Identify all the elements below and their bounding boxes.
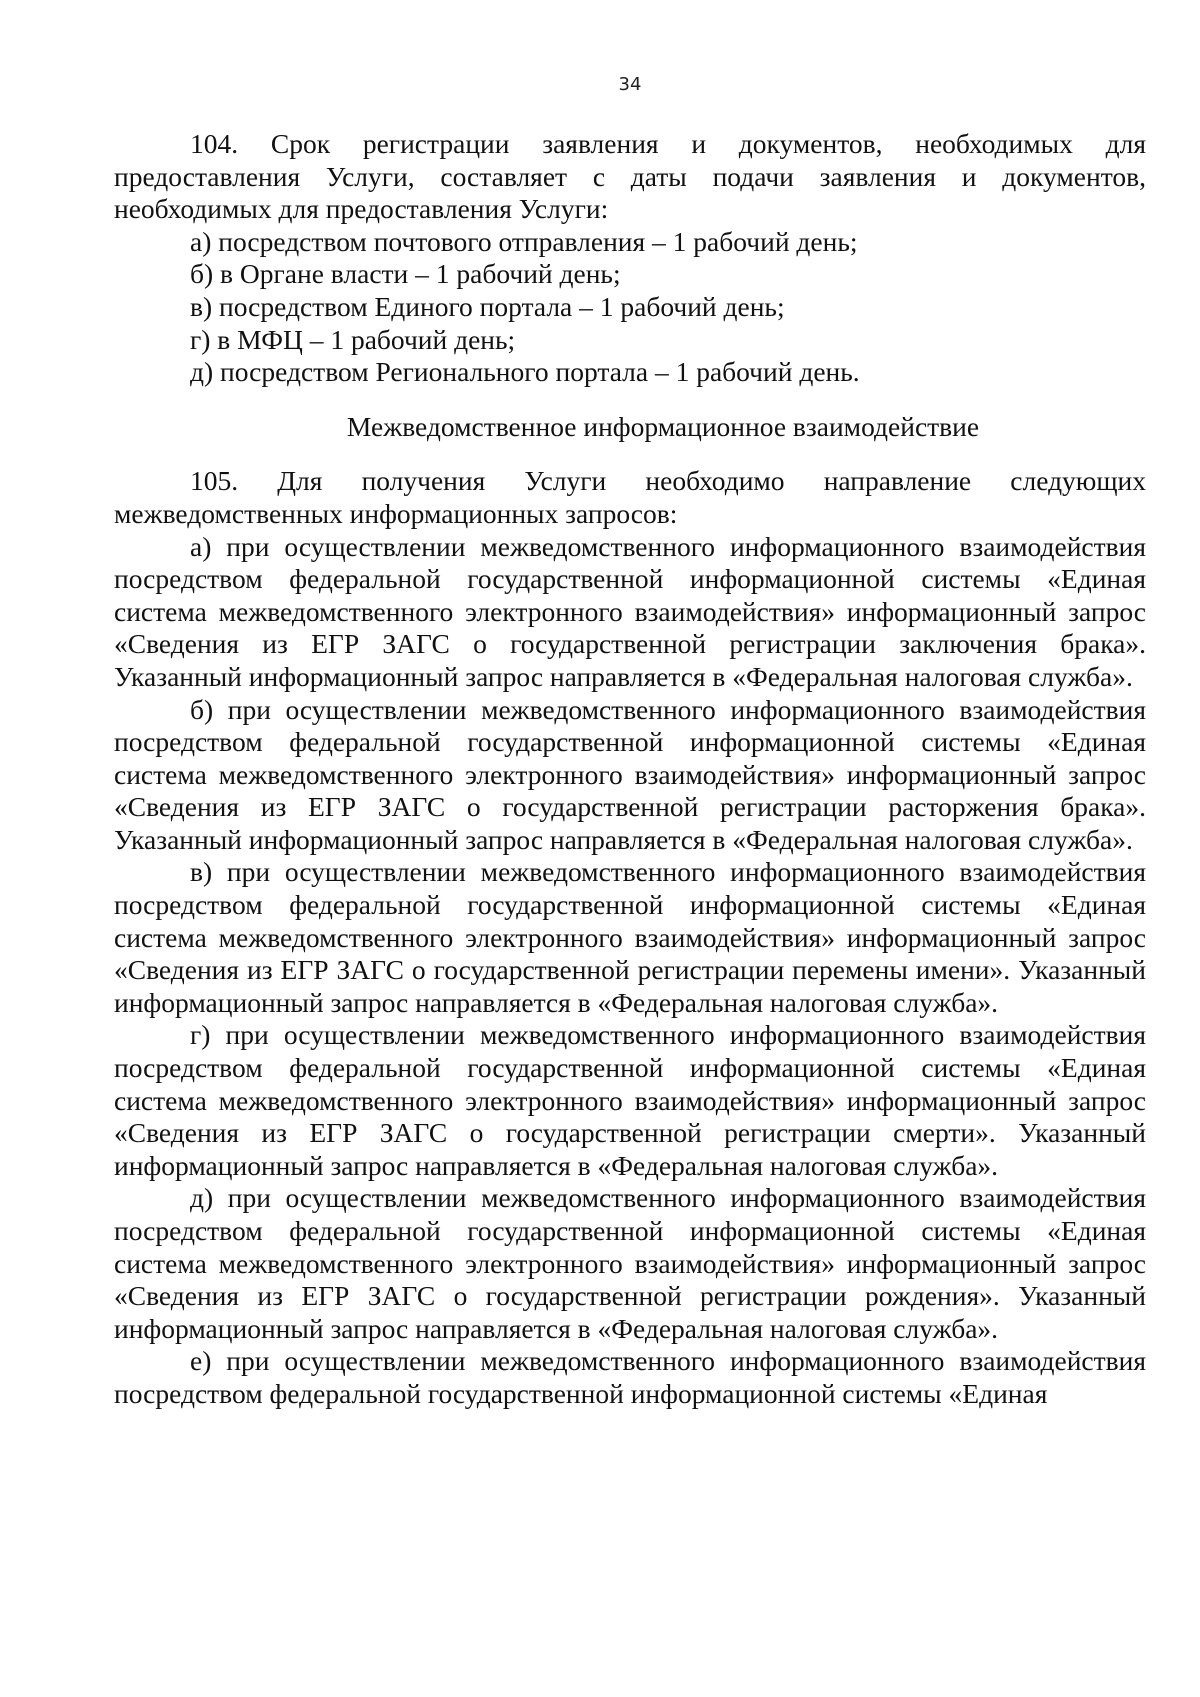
paragraph-105-item: а) при осуществлении межведомственного информационного взаимодействия посредством федеральной государственной информационной системы «Единая система межведомственного электронного взаимодействия» информационный запрос «Сведения из ЕГР ЗАГС о государственной регистрации заключения брака». Указанный информационный запрос направляется в «Федеральная налоговая служба». [114, 530, 1146, 692]
paragraph-104-item: д) посредством Регионального портала – 1 рабочий день. [190, 356, 860, 388]
document-body [114, 128, 1146, 1411]
paragraph-105-item: д) при осуществлении межведомственного информационного взаимодействия посредством федеральной государственной информационной системы «Единая система межведомственного электронного взаимодействия» информационный запрос «Сведения из ЕГР ЗАГС о государственной регистрации рождения». Указанный информационный запрос направляется в «Федеральная налоговая служба». [114, 1182, 1146, 1344]
paragraph-104-item: в) посредством Единого портала – 1 рабочий день; [190, 290, 785, 322]
paragraph-104-item: г) в МФЦ – 1 рабочий день; [190, 323, 516, 355]
paragraph-105-intro: 105. Для получения Услуги необходимо направление следующих межведомственных информационных запросов: [114, 465, 1146, 529]
paragraph-105-item: б) при осуществлении межведомственного информационного взаимодействия посредством федеральной государственной информационной системы «Единая система межведомственного электронного взаимодействия» информационный запрос «Сведения из ЕГР ЗАГС о государственной регистрации расторжения брака». Указанный информационный запрос направляется в «Федеральная налоговая служба». [114, 693, 1146, 855]
page-number: 34 [618, 74, 642, 95]
paragraph-104-item: а) посредством почтового отправления – 1 рабочий день; [190, 225, 858, 257]
paragraph-105-item: г) при осуществлении межведомственного информационного взаимодействия посредством федеральной государственной информационной системы «Единая система межведомственного электронного взаимодействия» информационный запрос «Сведения из ЕГР ЗАГС о государственной регистрации смерти». Указанный информационный запрос направляется в «Федеральная налоговая служба». [114, 1019, 1146, 1181]
paragraph-105-item: в) при осуществлении межведомственного информационного взаимодействия посредством федеральной государственной информационной системы «Единая система межведомственного электронного взаимодействия» информационный запрос «Сведения из ЕГР ЗАГС о государственной регистрации перемены имени». Указанный информационный запрос направляется в «Федеральная налоговая служба». [114, 856, 1146, 1018]
paragraph-104-intro: 104. Срок регистрации заявления и документов, необходимых для предоставления Услуги, составляет с даты подачи заявления и документов, необходимых для предоставления Услуги: [114, 128, 1146, 225]
section-heading: Межведомственное информационное взаимодействие [346, 410, 980, 442]
paragraph-104-item: б) в Органе власти – 1 рабочий день; [190, 258, 621, 290]
paragraph-105-item: е) при осуществлении межведомственного информационного взаимодействия посредством федеральной государственной информационной системы «Единая [114, 1345, 1146, 1409]
